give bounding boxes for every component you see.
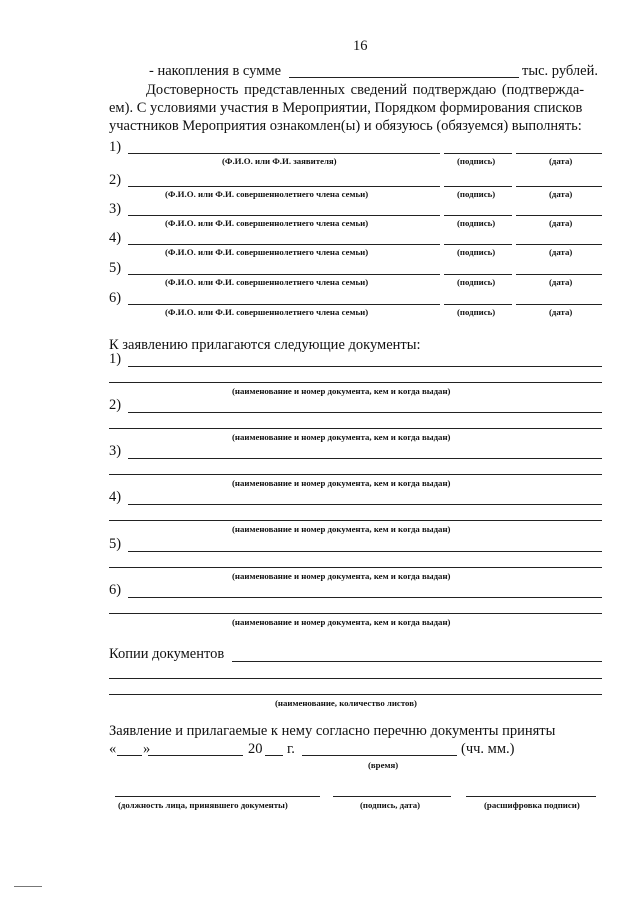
attachment-field-line-1[interactable] bbox=[128, 597, 602, 598]
signatory-signature-field[interactable] bbox=[444, 304, 512, 305]
signatory-name-field[interactable] bbox=[128, 215, 440, 216]
signatory-signature-field[interactable] bbox=[444, 186, 512, 187]
savings-unit: тыс. рублей. bbox=[522, 63, 598, 79]
attachment-field-line-2[interactable] bbox=[109, 382, 602, 383]
attachment-field-line-2[interactable] bbox=[109, 474, 602, 475]
signatory-name-caption: (Ф.И.О. или Ф.И. совершеннолетнего члена семьи) bbox=[165, 277, 369, 287]
signatory-signature-field[interactable] bbox=[444, 244, 512, 245]
savings-label: - накопления в сумме bbox=[149, 63, 282, 79]
attachment-number: 1) bbox=[109, 351, 122, 367]
attachment-field-line-1[interactable] bbox=[128, 458, 602, 459]
signatory-date-field[interactable] bbox=[516, 304, 602, 305]
signatory-date-field[interactable] bbox=[516, 215, 602, 216]
attachment-field-line-1[interactable] bbox=[128, 366, 602, 367]
acceptance-quote-open: « bbox=[109, 741, 117, 757]
signatory-name-caption: (Ф.И.О. или Ф.И. совершеннолетнего члена семьи) bbox=[165, 189, 369, 199]
signatory-signature-caption: (подпись) bbox=[457, 218, 496, 228]
attachment-field-line-2[interactable] bbox=[109, 520, 602, 521]
confirmation-line-3: участников Мероприятия ознакомлен(ы) и обязуюсь (обязуемся) выполнять: bbox=[109, 118, 582, 134]
page-number: 16 bbox=[353, 38, 368, 54]
confirmation-line-2: ем). С условиями участия в Мероприятии, Порядком формирования списков bbox=[109, 100, 583, 116]
signatory-number: 4) bbox=[109, 230, 122, 246]
signatory-number: 3) bbox=[109, 201, 122, 217]
position-caption: (должность лица, принявшего документы) bbox=[118, 800, 288, 810]
signatory-number: 2) bbox=[109, 172, 122, 188]
attachment-number: 2) bbox=[109, 397, 122, 413]
attachment-caption: (наименование и номер документа, кем и когда выдан) bbox=[232, 386, 451, 396]
signatory-date-field[interactable] bbox=[516, 153, 602, 154]
signatory-number: 1) bbox=[109, 139, 122, 155]
signatory-date-caption: (дата) bbox=[549, 218, 573, 228]
signature-date-field[interactable] bbox=[333, 796, 451, 797]
position-field[interactable] bbox=[115, 796, 320, 797]
acceptance-quote-close: » bbox=[143, 741, 151, 757]
attachment-field-line-2[interactable] bbox=[109, 428, 602, 429]
attachment-field-line-1[interactable] bbox=[128, 412, 602, 413]
attachment-number: 6) bbox=[109, 582, 122, 598]
signatory-name-caption: (Ф.И.О. или Ф.И. заявителя) bbox=[222, 156, 337, 166]
confirmation-line-1: Достоверность представленных сведений подтверждаю (подтвержда- bbox=[146, 82, 585, 98]
attachment-caption: (наименование и номер документа, кем и когда выдан) bbox=[232, 432, 451, 442]
signatory-name-field[interactable] bbox=[128, 186, 440, 187]
signatory-signature-caption: (подпись) bbox=[457, 189, 496, 199]
attachment-field-line-2[interactable] bbox=[109, 567, 602, 568]
acceptance-year-prefix: 20 bbox=[248, 741, 263, 757]
signatory-date-field[interactable] bbox=[516, 244, 602, 245]
signatory-date-caption: (дата) bbox=[549, 156, 573, 166]
signatory-name-caption: (Ф.И.О. или Ф.И. совершеннолетнего члена семьи) bbox=[165, 218, 369, 228]
signature-date-caption: (подпись, дата) bbox=[360, 800, 421, 810]
copies-field-line-3[interactable] bbox=[109, 694, 602, 695]
attachment-number: 4) bbox=[109, 489, 122, 505]
signatory-name-field[interactable] bbox=[128, 304, 440, 305]
attachment-number: 3) bbox=[109, 443, 122, 459]
signatory-number: 6) bbox=[109, 290, 122, 306]
copies-field-line-2[interactable] bbox=[109, 678, 602, 679]
acceptance-time-caption: (время) bbox=[368, 760, 399, 770]
copies-label: Копии документов bbox=[109, 646, 225, 662]
savings-amount-field[interactable] bbox=[289, 77, 519, 78]
attachment-number: 5) bbox=[109, 536, 122, 552]
signatory-number: 5) bbox=[109, 260, 122, 276]
signatory-date-caption: (дата) bbox=[549, 307, 573, 317]
attachment-caption: (наименование и номер документа, кем и когда выдан) bbox=[232, 571, 451, 581]
copies-caption: (наименование, количество листов) bbox=[275, 698, 417, 708]
signatory-name-field[interactable] bbox=[128, 153, 440, 154]
signatory-signature-field[interactable] bbox=[444, 153, 512, 154]
acceptance-year-field[interactable] bbox=[265, 755, 283, 756]
copies-field-line-1[interactable] bbox=[232, 661, 602, 662]
signatory-date-caption: (дата) bbox=[549, 247, 573, 257]
acceptance-time-suffix: (чч. мм.) bbox=[461, 741, 515, 757]
signatory-date-caption: (дата) bbox=[549, 189, 573, 199]
signatory-name-field[interactable] bbox=[128, 244, 440, 245]
acceptance-time-field[interactable] bbox=[302, 755, 457, 756]
acceptance-month-field[interactable] bbox=[148, 755, 243, 756]
scan-artifact-line bbox=[14, 886, 42, 887]
attachment-caption: (наименование и номер документа, кем и когда выдан) bbox=[232, 524, 451, 534]
attachments-heading: К заявлению прилагаются следующие документы: bbox=[109, 337, 421, 353]
signatory-signature-caption: (подпись) bbox=[457, 247, 496, 257]
signatory-signature-caption: (подпись) bbox=[457, 156, 496, 166]
signatory-date-field[interactable] bbox=[516, 274, 602, 275]
attachment-field-line-1[interactable] bbox=[128, 551, 602, 552]
signature-decode-caption: (расшифровка подписи) bbox=[484, 800, 580, 810]
signatory-date-caption: (дата) bbox=[549, 277, 573, 287]
signatory-signature-caption: (подпись) bbox=[457, 307, 496, 317]
signatory-name-caption: (Ф.И.О. или Ф.И. совершеннолетнего члена семьи) bbox=[165, 307, 369, 317]
signatory-name-caption: (Ф.И.О. или Ф.И. совершеннолетнего члена семьи) bbox=[165, 247, 369, 257]
acceptance-line: Заявление и прилагаемые к нему согласно перечню документы приняты bbox=[109, 723, 556, 739]
attachment-field-line-2[interactable] bbox=[109, 613, 602, 614]
attachment-field-line-1[interactable] bbox=[128, 504, 602, 505]
signatory-signature-caption: (подпись) bbox=[457, 277, 496, 287]
signatory-signature-field[interactable] bbox=[444, 215, 512, 216]
acceptance-year-suffix: г. bbox=[287, 741, 295, 757]
signatory-signature-field[interactable] bbox=[444, 274, 512, 275]
acceptance-day-field[interactable] bbox=[117, 755, 142, 756]
attachment-caption: (наименование и номер документа, кем и когда выдан) bbox=[232, 478, 451, 488]
attachment-caption: (наименование и номер документа, кем и когда выдан) bbox=[232, 617, 451, 627]
signatory-name-field[interactable] bbox=[128, 274, 440, 275]
signature-decode-field[interactable] bbox=[466, 796, 596, 797]
signatory-date-field[interactable] bbox=[516, 186, 602, 187]
